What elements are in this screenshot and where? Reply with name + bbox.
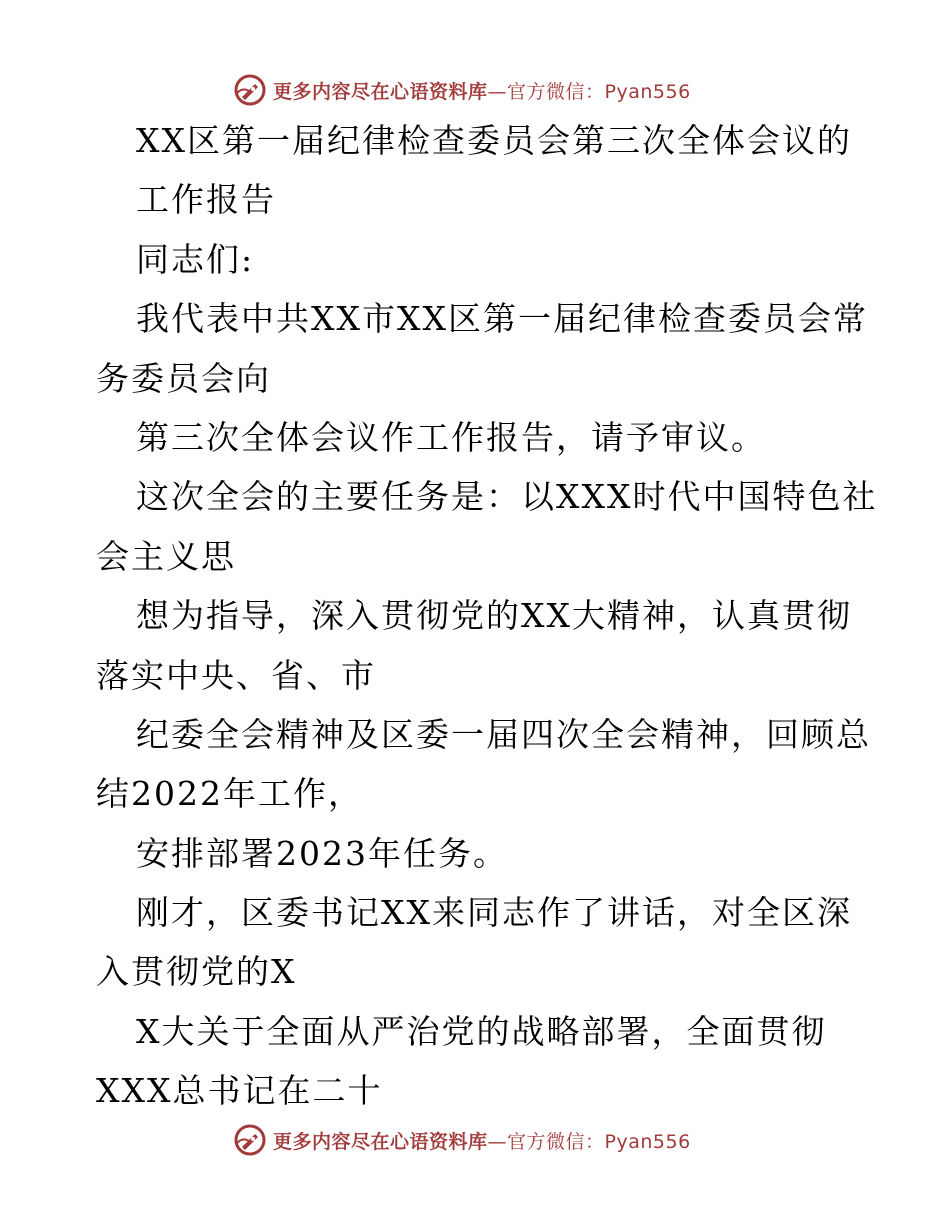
document-line: 会主义思 xyxy=(96,536,236,576)
document-line: 工作报告 xyxy=(136,180,276,220)
document-line: 务委员会向 xyxy=(96,358,271,398)
document-line: XX区第一届纪律检查委员会第三次全体会议的 xyxy=(136,121,852,160)
header-watermark xyxy=(233,72,691,108)
document-line: 结2022年工作， xyxy=(96,774,363,814)
document-line: 入贯彻党的X xyxy=(96,952,297,992)
footer-watermark xyxy=(233,1122,691,1158)
watermark-suffix: —官方微信：Pyan556 xyxy=(487,80,691,103)
watermark-brand: 更多内容尽在心语资料库 xyxy=(273,1130,488,1153)
document-line: 想为指导，深入贯彻党的XX大精神，认真贯彻 xyxy=(136,596,852,636)
pen-nib-logo-icon xyxy=(233,1123,267,1157)
document-line: 安排部署2023年任务。 xyxy=(136,833,508,873)
watermark-suffix: —官方微信：Pyan556 xyxy=(487,1130,691,1153)
document-body xyxy=(96,121,878,1132)
document-line: X大关于全面从严治党的战略部署，全面贯彻 xyxy=(136,1011,827,1051)
pen-nib-logo-icon xyxy=(233,73,267,107)
document-line: 第三次全体会议作工作报告，请予审议。 xyxy=(136,417,766,457)
watermark-brand: 更多内容尽在心语资料库 xyxy=(273,80,488,103)
document-line: 纪委全会精神及区委一届四次全会精神，回顾总 xyxy=(136,714,871,754)
document-line: 这次全会的主要任务是：以XXX时代中国特色社 xyxy=(136,477,878,517)
watermark-text xyxy=(273,77,691,104)
document-line: 我代表中共XX市XX区第一届纪律检查委员会常 xyxy=(136,299,868,339)
document-line: 刚才，区委书记XX来同志作了讲话，对全区深 xyxy=(136,893,852,933)
document-line: 落实中央、省、市 xyxy=(96,655,376,695)
watermark-text xyxy=(273,1127,691,1154)
document-line: XXX总书记在二十 xyxy=(96,1071,383,1111)
document-line: 同志们: xyxy=(136,239,255,279)
